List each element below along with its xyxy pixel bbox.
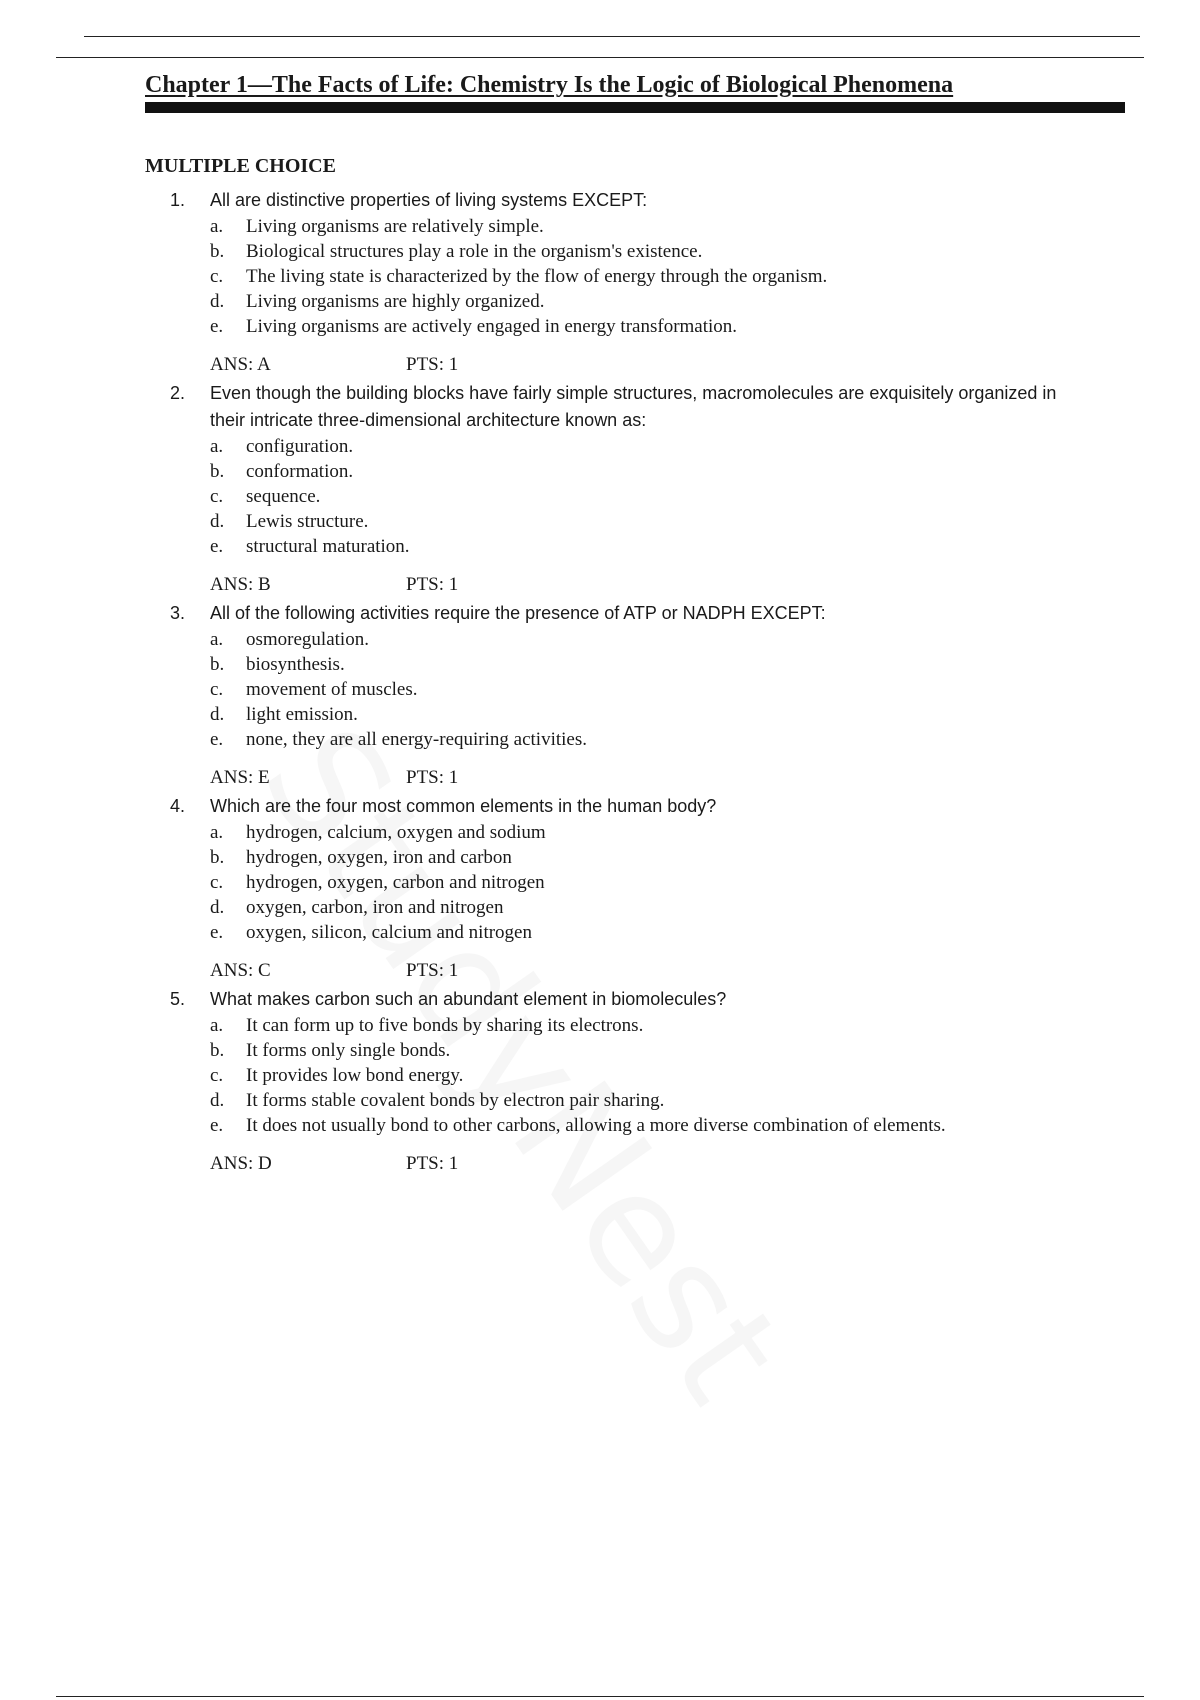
option-text: light emission. — [246, 704, 358, 725]
option-a — [210, 214, 1070, 239]
top-rule — [84, 36, 1140, 37]
section-heading: MULTIPLE CHOICE — [145, 155, 336, 177]
points: PTS: 1 — [406, 574, 459, 595]
option-letter: c. — [210, 1065, 224, 1086]
option-d — [210, 289, 1070, 314]
option-text: sequence. — [246, 486, 321, 507]
option-text: biosynthesis. — [246, 654, 345, 675]
answer-key: ANS: A — [210, 354, 271, 375]
option-text: The living state is characterized by the flow of energy through the organism. — [246, 266, 828, 287]
option-letter: d. — [210, 897, 225, 918]
question-text: What makes carbon such an abundant element in biomolecules? — [210, 989, 727, 1009]
option-letter: b. — [210, 847, 225, 868]
option-text: Living organisms are actively engaged in energy transformation. — [246, 316, 738, 337]
question-list — [170, 187, 1070, 1179]
option-letter: e. — [210, 922, 224, 943]
option-text: It can form up to five bonds by sharing its electrons. — [246, 1015, 644, 1036]
option-b — [210, 652, 1070, 677]
option-text: It provides low bond energy. — [246, 1065, 464, 1086]
option-a — [210, 1013, 1070, 1038]
option-text: It forms stable covalent bonds by electron pair sharing. — [246, 1090, 665, 1111]
question-number: 4. — [170, 796, 186, 816]
answer-key: ANS: E — [210, 767, 270, 788]
option-c — [210, 870, 1070, 895]
answer-row — [210, 763, 1070, 793]
option-text: oxygen, silicon, calcium and nitrogen — [246, 922, 532, 943]
option-letter: d. — [210, 704, 225, 725]
option-text: structural maturation. — [246, 536, 410, 557]
option-text: conformation. — [246, 461, 354, 482]
option-text: none, they are all energy-requiring activities. — [246, 729, 587, 750]
option-a — [210, 627, 1070, 652]
option-letter: b. — [210, 1040, 225, 1061]
option-list — [210, 627, 1070, 752]
option-b — [210, 845, 1070, 870]
option-c — [210, 677, 1070, 702]
option-text: Living organisms are relatively simple. — [246, 216, 544, 237]
option-e — [210, 534, 1070, 559]
option-text: It does not usually bond to other carbons, allowing a more diverse combination of elements. — [246, 1115, 946, 1136]
option-text: hydrogen, oxygen, carbon and nitrogen — [246, 872, 545, 893]
option-letter: d. — [210, 291, 225, 312]
title-underline-bar — [145, 102, 1125, 113]
option-b — [210, 239, 1070, 264]
answer-row — [210, 1149, 1070, 1179]
option-letter: b. — [210, 654, 225, 675]
answer-row — [210, 956, 1070, 986]
option-c — [210, 484, 1070, 509]
option-text: It forms only single bonds. — [246, 1040, 451, 1061]
chapter-title: Chapter 1—The Facts of Life: Chemistry Is the Logic of Biological Phenomena — [145, 72, 954, 98]
question-5 — [170, 986, 1070, 1179]
option-c — [210, 1063, 1070, 1088]
option-d — [210, 1088, 1070, 1113]
option-list — [210, 820, 1070, 945]
option-list — [210, 434, 1070, 559]
points: PTS: 1 — [406, 1153, 459, 1174]
option-letter: a. — [210, 629, 224, 650]
option-letter: b. — [210, 461, 225, 482]
points: PTS: 1 — [406, 960, 459, 981]
option-letter: d. — [210, 511, 225, 532]
option-letter: c. — [210, 486, 224, 507]
points: PTS: 1 — [406, 767, 459, 788]
option-letter: e. — [210, 729, 224, 750]
option-text: oxygen, carbon, iron and nitrogen — [246, 897, 504, 918]
question-1 — [170, 187, 1070, 380]
option-list — [210, 214, 1070, 339]
option-d — [210, 702, 1070, 727]
option-letter: a. — [210, 216, 224, 237]
question-3 — [170, 600, 1070, 793]
option-d — [210, 895, 1070, 920]
option-letter: d. — [210, 1090, 225, 1111]
answer-key: ANS: B — [210, 574, 271, 595]
question-number: 5. — [170, 989, 186, 1009]
option-text: Living organisms are highly organized. — [246, 291, 545, 312]
option-text: configuration. — [246, 436, 354, 457]
points: PTS: 1 — [406, 354, 459, 375]
option-d — [210, 509, 1070, 534]
answer-key: ANS: C — [210, 960, 271, 981]
question-text: Which are the four most common elements in the human body? — [210, 796, 717, 816]
option-text: hydrogen, calcium, oxygen and sodium — [246, 822, 546, 843]
top-rule-secondary — [56, 57, 1144, 58]
question-2 — [170, 380, 1070, 600]
option-text: movement of muscles. — [246, 679, 418, 700]
question-number: 3. — [170, 603, 186, 623]
question-number: 1. — [170, 190, 186, 210]
option-text: Biological structures play a role in the organism's existence. — [246, 241, 703, 262]
option-e — [210, 1113, 1070, 1138]
question-text: Even though the building blocks have fairly simple structures, macromolecules are exquisitely organized in their intricate three-dimensional architecture known as: — [210, 383, 1057, 430]
question-4 — [170, 793, 1070, 986]
option-b — [210, 459, 1070, 484]
option-a — [210, 820, 1070, 845]
option-letter: c. — [210, 266, 224, 287]
option-text: hydrogen, oxygen, iron and carbon — [246, 847, 512, 868]
option-list — [210, 1013, 1070, 1138]
option-letter: a. — [210, 1015, 224, 1036]
question-text: All of the following activities require the presence of ATP or NADPH EXCEPT: — [210, 603, 826, 623]
bottom-rule — [56, 1696, 1144, 1697]
option-e — [210, 920, 1070, 945]
option-letter: a. — [210, 436, 224, 457]
option-letter: e. — [210, 536, 224, 557]
question-number: 2. — [170, 383, 186, 403]
option-letter: c. — [210, 872, 224, 893]
option-letter: a. — [210, 822, 224, 843]
option-a — [210, 434, 1070, 459]
option-e — [210, 314, 1070, 339]
option-text: Lewis structure. — [246, 511, 369, 532]
option-letter: c. — [210, 679, 224, 700]
answer-row — [210, 570, 1070, 600]
answer-row — [210, 350, 1070, 380]
option-b — [210, 1038, 1070, 1063]
option-letter: e. — [210, 316, 224, 337]
question-text: All are distinctive properties of living systems EXCEPT: — [210, 190, 648, 210]
answer-key: ANS: D — [210, 1153, 272, 1174]
option-c — [210, 264, 1070, 289]
option-letter: b. — [210, 241, 225, 262]
option-letter: e. — [210, 1115, 224, 1136]
option-text: osmoregulation. — [246, 629, 369, 650]
option-e — [210, 727, 1070, 752]
